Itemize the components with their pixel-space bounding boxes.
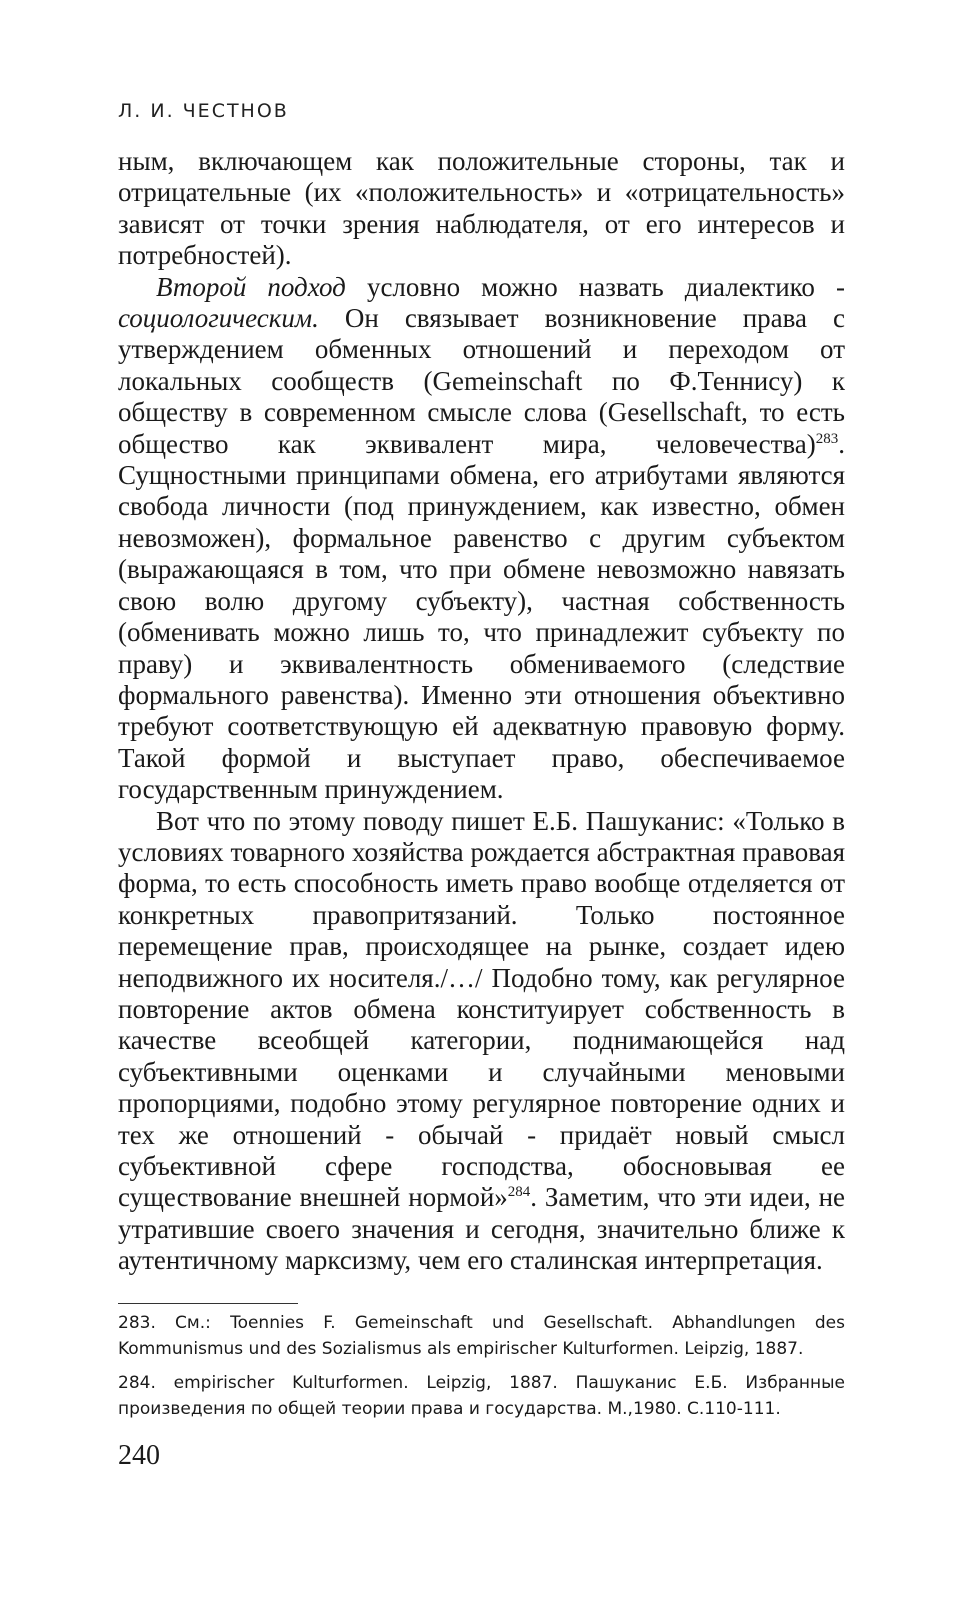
emphasis-second-approach: Второй подход <box>156 271 346 302</box>
paragraph-2 <box>118 272 845 806</box>
paragraph-1 <box>118 146 845 272</box>
footnote-283: 283. См.: Toennies F. Gemeinschaft und Gesellschaft. Abhandlungen des Kommunismus und des Sozialismus als empirischer Kulturformen. Leipzig, 1887. <box>118 1313 845 1359</box>
footnote-separator <box>118 1303 298 1304</box>
footnote-284: 284. empirischer Kulturformen. Leipzig, 1887. Пашуканис Е.Б. Избранные произведения по общей теории права и государства. М.,1980. С.110-111. <box>118 1373 845 1419</box>
paragraph-2-text-c: . Сущностными принципами обмена, его атрибутами являются свобода личности (под принуждением, как известно, обмен невозможен), формальное равенство с другим субъектом (выражающаяся в том, что при обмене невозможно навязать свою волю другому субъекту), частная собственность (обменивать можно лишь то, что принадлежит субъекту по праву) и эквивалентность обмениваемого (следствие формального равенства). Именно эти отношения объективно требуют соответствующую ей адекватную правовую форму. Такой формой и выступает право, обеспечиваемое государственным принуждением. <box>118 428 845 805</box>
footnote-ref-283: 283 <box>815 430 839 447</box>
running-head: Л. И. ЧЕСТНОВ <box>118 100 289 122</box>
paragraph-2-text-b: Он связывает возникновение права с утверждением обменных отношений и переходом от локальных сообществ (Gemeinschaft по Ф.Теннису) к обществу в современном смысле слова (Gesellschaft, то есть общество как эквивалент мира, человечества) <box>118 303 845 459</box>
page-number: 240 <box>118 1440 160 1471</box>
paragraph-2-text-a: условно можно назвать диалектико - <box>345 271 845 302</box>
paragraph-3 <box>118 806 845 1277</box>
paragraph-3-text-b: . Заметим, что эти идеи, не утратившие своего значения и сегодня, значительно ближе к аутентичному марксизму, чем его сталинская интерпретация. <box>118 1182 845 1276</box>
paragraph-1-text: ным, включающем как положительные стороны, так и отрицательные (их «положительность» и «отрицательность» зависят от точки зрения наблюдателя, от его интересов и потребностей). <box>118 146 845 271</box>
footnotes <box>118 1310 845 1430</box>
paragraph-3-text-a: Вот что по этому поводу пишет Е.Б. Пашуканис: «Только в условиях товарного хозяйства рождается абстрактная правовая форма, то есть способность иметь право вообще отделяется от конкретных правопритязаний. Только постоянное перемещение прав, происходящее на рынке, создает идею неподвижного их носителя./…/ Подобно тому, как регулярное повторение актов обмена конституирует собственность в качестве всеобщей категории, поднимающейся над субъективными оценками и случайными меновыми пропорциями, подобно этому регулярное повторение одних и тех же отношений - обычай - придаёт новый смысл субъективной сфере господства, обосновывая ее существование внешней нормой» <box>118 805 845 1213</box>
body-text <box>118 146 845 1277</box>
footnote-ref-284: 284 <box>507 1184 531 1201</box>
emphasis-sociological: социологическим. <box>118 303 319 334</box>
